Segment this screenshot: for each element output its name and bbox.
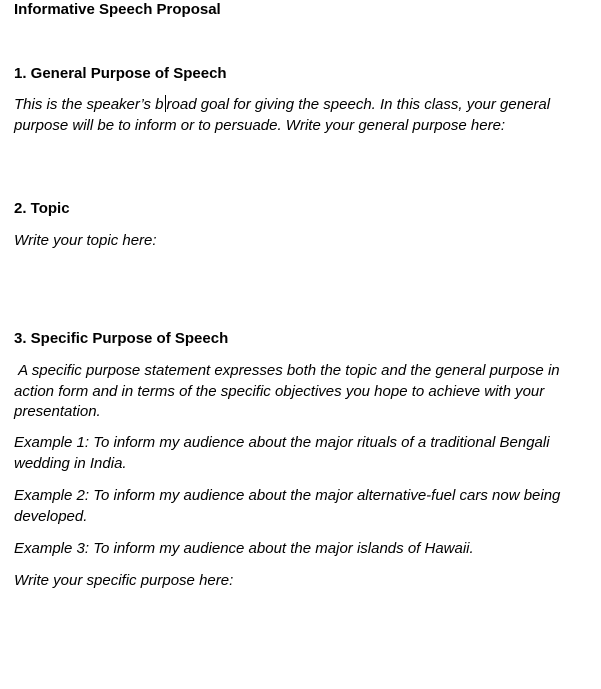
section-heading-general-purpose: 1. General Purpose of Speech [14, 65, 227, 82]
example-1: Example 1: To inform my audience about the major rituals of a traditional Bengali wedding in India. [14, 434, 550, 472]
document-title: Informative Speech Proposal [14, 1, 221, 18]
section-heading-specific-purpose: 3. Specific Purpose of Speech [14, 330, 229, 347]
topic-prompt: Write your topic here: [14, 232, 157, 249]
specific-purpose-prompt: Write your specific purpose here: [14, 572, 234, 589]
example-3: Example 3: To inform my audience about the major islands of Hawaii. [14, 540, 474, 557]
specific-purpose-instructions: A specific purpose statement expresses both the topic and the general purpose in action form and in terms of the specific objectives you hope to achieve with your presentation. [14, 362, 564, 420]
section-heading-topic: 2. Topic [14, 200, 70, 217]
example-2: Example 2: To inform my audience about the major alternative-fuel cars now being developed. [14, 487, 561, 525]
general-purpose-instructions: This is the speaker’s b road goal for giving the speech. In this class, your general purpose will be to inform or to persuade. Write your general purpose here: [14, 96, 551, 134]
text-cursor [165, 95, 166, 112]
